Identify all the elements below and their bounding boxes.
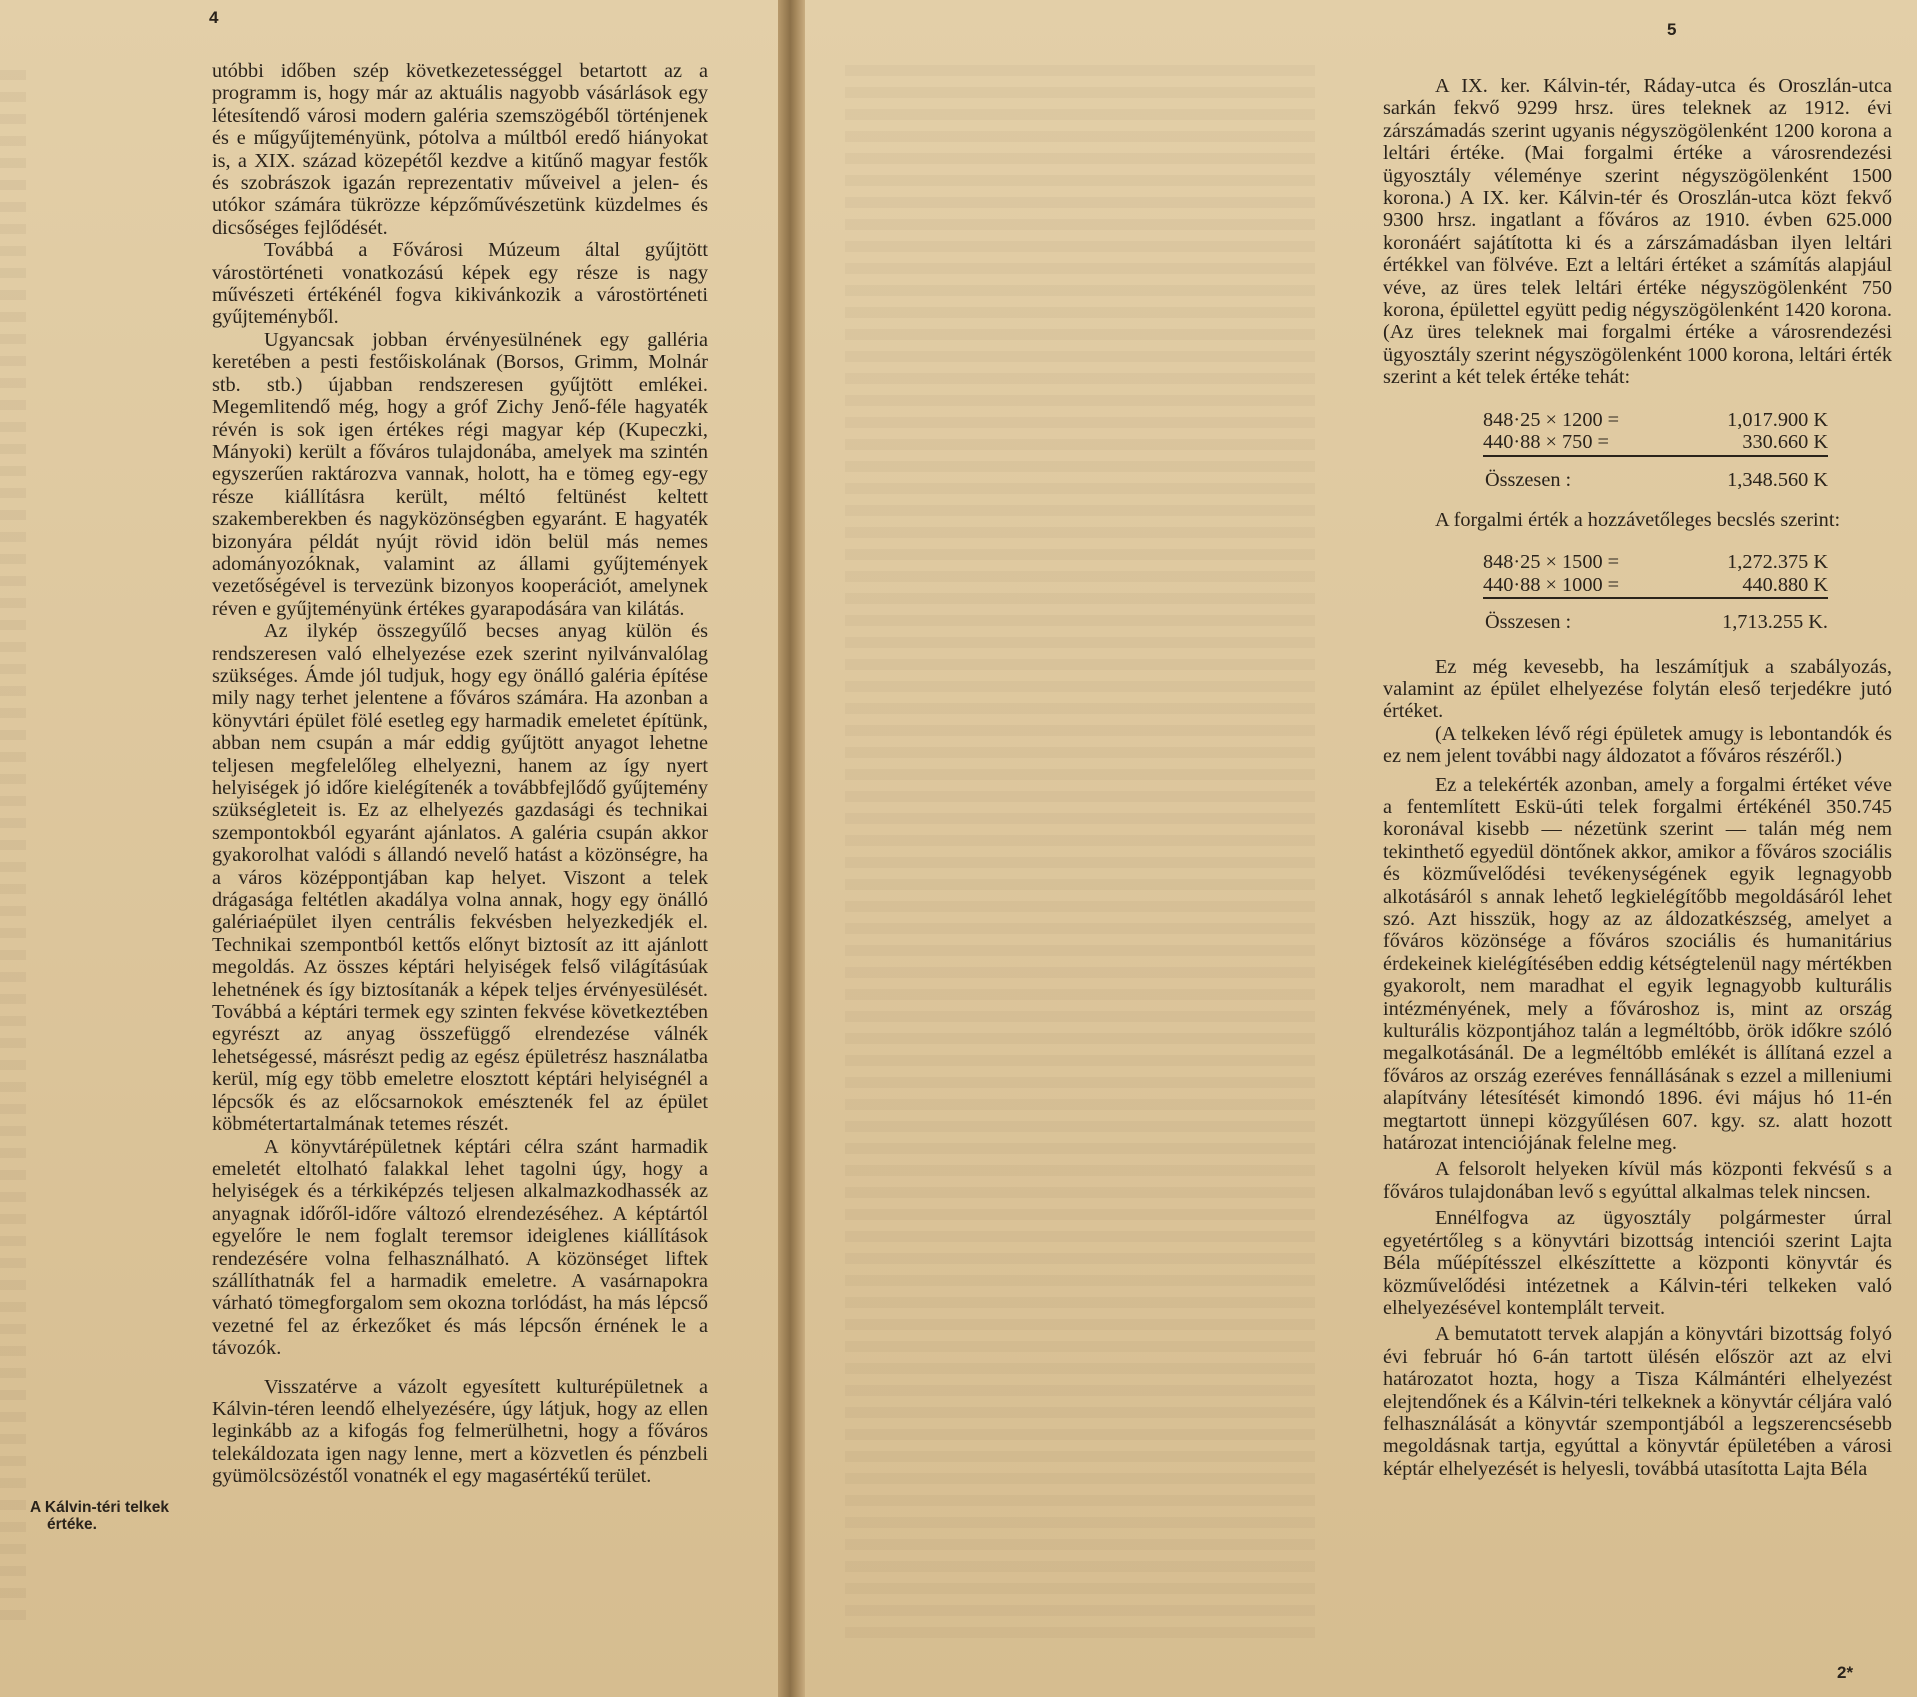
calc-row: [1483, 431, 1828, 455]
calc-expression: 440·88 × 1000 =: [1483, 574, 1677, 598]
calc-row: [1483, 409, 1828, 431]
calc-total-row: [1483, 598, 1828, 633]
calc-row: [1483, 551, 1828, 573]
calc-expression: 848·25 × 1500 =: [1483, 551, 1620, 574]
paragraph: Ennélfogva az ügyosztály polgármester úrral egyetértőleg s a könyvtári bizottság intenciói szerint Lajta Béla műépítésszel elkészíttette a központi könyvtár és közművelődési intézetnek a Kálvin-téri telkeken való elhelyezésével kontemplált terveit.: [1383, 1207, 1892, 1319]
left-page: [0, 0, 778, 1697]
calc-result: 1,272.375 K: [1727, 551, 1828, 574]
calc-expression: 848·25 × 1200 =: [1483, 408, 1620, 431]
calc-total-label: Összesen :: [1485, 611, 1572, 634]
calc-result: 1,017.900 K: [1727, 408, 1828, 431]
calc-result: 440.880 K: [1677, 574, 1828, 598]
book-spine: [778, 0, 805, 1697]
side-heading-line: A Kálvin-téri telkek: [30, 1499, 169, 1516]
paragraph: Visszatérve a vázolt egyesített kulturépületnek a Kálvin-téren leendő elhelyezésére, úgy látjuk, hogy az ellen leginkább az a kifogás fog felmerülhetni, hogy a főváros telekáldozata igen nagy lenne, mert a közvetlen és pénzbeli gyümölcsözéstől vonatnék el egy magasértékű terület.: [212, 1375, 708, 1488]
paragraph: A forgalmi érték a hozzávetőleges becslés szerint:: [1435, 508, 1841, 531]
paragraph: Ez még kevesebb, ha leszámítjuk a szabályozás, valamint az épület elhelyezése folytán eleső terjedékre jutó értéket.: [1383, 655, 1892, 723]
side-heading: [30, 1499, 208, 1533]
calc-total-row: [1483, 456, 1828, 491]
bleed-through-texture: [845, 65, 1315, 1645]
page-number-right: 5: [1667, 20, 1677, 39]
page-number-left: 4: [209, 8, 219, 27]
calc-row: [1483, 574, 1828, 598]
calc-result: 330.660 K: [1681, 431, 1828, 455]
paragraph: Továbbá a Fővárosi Múzeum által gyűjtött várostörténeti vonatkozású képek egy része is nagy művészeti értékénél fogva kikivánkozik a várostörténeti gyűjteményből.: [212, 239, 708, 329]
left-text-column: [212, 60, 708, 1488]
paragraph: Ez a telekérték azonban, amely a forgalmi értéket véve a fentemlített Eskü-úti telek forgalmi értékénél 350.745 koronával kisebb — nézetünk szerint — talán még nem tekinthető egyedül döntőnek akkor, amikor a főváros szociális és közművelődési tevékenységének egyik legnagyobb alkotásáról s annak lehető legkielégítőbb megoldásáról lehet szó. Azt hisszük, hogy az az áldozatkészség, amelyet a főváros közönsége a főváros szociális és humanitárius érdekeinek kielégítésében eddig kétségtelenül nagy mértékben gyakorolt, nem maradhat el egyik legnagyobb kulturális intézményének, mely a fővároshoz is, mint az ország kulturális központjához talán a legméltóbb, örök időkre szóló megalkotásánál. De a legméltóbb emlékét is állítaná ezzel a főváros az ország ezeréves fennállásának s ezzel a milleniumi alapítvány létesítését kimondó 1896. évi május hó 11-én megtartott ünnepi közgyűlésen 607. kgy. sz. alatt hozott határozat intenciójának felelne meg.: [1383, 773, 1892, 1155]
side-heading-line: értéke.: [47, 1516, 97, 1533]
paragraph: utóbbi időben szép következetességgel betartott az a programm is, hogy már az aktuális nagyobb vásárlások egy létesítendő városi modern galéria szemszögéből történjenek és e műgyűjteményünk, pótolva a múltból eredő hiányokat is, a XIX. század közepétől kezdve a kitűnő magyar festők és szobrászok igazán reprezentativ műveivel a jelen- és utókor számára tükrözze képzőművészetünk küzdelmes és dicsőséges fejlődését.: [212, 60, 708, 239]
paragraph: A IX. ker. Kálvin-tér, Ráday-utca és Oroszlán-utca sarkán fekvő 9299 hrsz. üres teleknek az 1912. évi zárszámadás szerint ugyanis négyszögölenként 1200 korona a leltári értéke. (Mai forgalmi értéke a városrendezési ügyosztály véleménye szerint négyszögölenként 1500 korona.) A IX. ker. Kálvin-tér és Oroszlán-utca közt fekvő 9300 hrsz. ingatlant a főváros az 1910. évben 625.000 koronáért sajátította ki és a zárszámadásban ilyen leltári értékkel van fölvéve. Ezt a leltári értéket a számítás alapjául véve, az üres telek leltári értéke négyszögölenként 750 korona, épülettel együtt pedig négyszögölenként 1420 korona. (Az üres teleknek mai forgalmi értéke a városrendezési ügyosztály szerint négyszögölenként 1000 korona, leltári érték szerint a két telek értéke tehát:: [1383, 75, 1892, 389]
paragraph: Ugyancsak jobban érvényesülnének egy galléria keretében a pesti festőiskolának (Borsos, Grimm, Molnár stb. stb.) újabban rendszeresen gyűjtött emlékei. Megemlitendő még, hogy a gróf Zichy Jenő-féle hagyaték révén is sok igen értékes régi magyar kép (Kupeczki, Mányoki) került a főváros tulajdonába, amelyek ma szintén egyszerűen raktározva vannak, holott, ha e tömeg egy-egy része kiállításra került, méltó feltünést keltett szakemberekben és nagyközönségben egyaránt. E hagyaték bizonyára példát nyújt rövid idön belül más nemes adományozóknak, valamint az állami gyűjtemények vezetőségével is tervezünk bizonyos kooperációt, amelynek réven e gyűjteményünk értékes gyarapodására van kilátás.: [212, 328, 708, 620]
calc-total-label: Összesen :: [1485, 468, 1572, 491]
calculation-table-market: [1483, 551, 1828, 633]
signature-mark: 2*: [1837, 1663, 1854, 1682]
calc-expression: 440·88 × 750 =: [1483, 431, 1681, 455]
paragraph: Az ilykép összegyűlő becses anyag külön és rendszeresen való elhelyezése ezek szerint nyilvánvalólag szükséges. Ámde jól tudjuk, hogy egy önálló galéria építése mily nagy terhet jelentene a főváros számára. Ha azonban a könyvtári épület fölé esetleg egy harmadik emeletet építünk, abban nem csupán a már eddig gyűjtött anyagot lehetne teljesen megfelelőleg elhelyezni, hanem az így nyert helyiségek jó időre kielégítenék a továbbfejlődő gyűjtemény szükségleteit is. Ez az elhelyezés gazdasági és technikai szempontokból egyaránt ajánlatos. A galéria csupán akkor gyakorolhat valódi s állandó nevelő hatást a közönségre, ha a város középpontjában kap helyet. Viszont a telek drágasága feltétlen akadálya volna annak, hogy egy önálló galériaépület ilyen centrális fekvésben helyezkedjék el. Technikai szempontból kettős előnyt biztosít az itt ajánlott megoldás. Az összes képtári helyiségek felső világításúak lehetnének és így biztosítanák a képek teljes érvényesülését. Továbbá a képtári termek egy szinten fekvése következtében egyrészt az anyag összefüggő elrendezése válnék lehetségessé, másrészt pedig az egész épületrész használatba kerül, míg egy több emeletre elosztott képtári helyiségnél a lépcsők és az előcsarnokok emésztenék fel az épület köbmétertartalmának tetemes részét.: [212, 620, 708, 1136]
calc-total-value: 1,348.560 K: [1727, 468, 1828, 491]
paragraph: (A telkeken lévő régi épületek amugy is lebontandók és ez nem jelent további nagy áldozatot a főváros részéről.): [1383, 722, 1892, 768]
calculation-table-inventory: [1483, 409, 1828, 491]
paragraph: A felsorolt helyeken kívül más központi fekvésű s a főváros tulajdonában levő s egyúttal alkalmas telek nincsen.: [1383, 1158, 1892, 1203]
paragraph: A bemutatott tervek alapján a könyvtári bizottság folyó évi február hó 6-án tartott ülésén először azt az elvi határozatot hozta, hogy a Tisza Kálmántéri elhelyezést elejtendőnek és a Kálvin-téri telkeknek a könyvtár céljára való felhasználását a könyvtár szempontjából a legszerencsésebb megoldásnak tartja, egyúttal a könyvtár épületében a városi képtár elhelyezését is helyesli, továbbá utasította Lajta Béla: [1383, 1323, 1892, 1480]
right-page: [805, 0, 1917, 1697]
calc-total-value: 1,713.255 K.: [1722, 611, 1828, 634]
bleed-through-texture: [0, 70, 26, 1630]
paragraph: A könyvtárépületnek képtári célra szánt harmadik emeletét eltolható falakkal lehet tagolni úgy, hogy a helyiségek és a térkiképzés teljesen alkalmazkodhassék az anyagnak időről-időre változó elrendezéséhez. A képtártól egyelőre le nem foglalt teremsor ideiglenes kiállítások rendezésére volna felhasználható. A közönséget liftek szállíthatnák fel a harmadik emeletre. A vasárnapokra várható tömegforgalom sem okozna torlódást, ha más lépcső vezetné fel az érkezőket és más lépcsőn érnének le a távozók.: [212, 1135, 708, 1360]
right-text-column: [1383, 75, 1892, 1480]
